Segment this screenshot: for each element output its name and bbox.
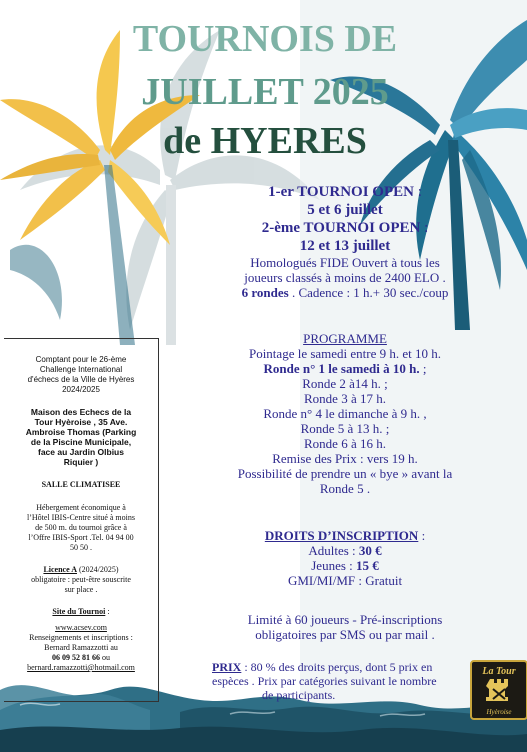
droits-heading bbox=[210, 528, 480, 543]
programme-round-3: Ronde 3 à 17 h. bbox=[304, 391, 386, 406]
prix-label: PRIX bbox=[212, 660, 242, 674]
sidebar-licence-2: obligatoire : peut-être souscrite bbox=[31, 575, 131, 584]
intro-line-1: Homologués FIDE Ouvert à tous les bbox=[250, 255, 440, 270]
sidebar-phone: 06 09 52 81 66 bbox=[52, 653, 100, 662]
open1-suffix: : bbox=[413, 184, 422, 200]
intro-line-3 bbox=[210, 285, 480, 300]
rook-icon bbox=[484, 677, 514, 703]
sidebar-licence-year: (2024/2025) bbox=[76, 565, 119, 574]
droits-adultes-label: Adultes : bbox=[308, 543, 359, 558]
programme-round-2: Ronde 2 à14 h. ; bbox=[302, 376, 388, 391]
sidebar-contact-2: Bernard Ramazzotti au bbox=[44, 643, 118, 652]
site-url-link[interactable]: www.acsev.com bbox=[55, 623, 107, 632]
sidebar-hotel-1: Hébergement économique à bbox=[36, 503, 126, 512]
droits-block bbox=[210, 528, 480, 588]
limite-line-2: obligatoires par SMS ou par mail . bbox=[255, 627, 435, 642]
droits-gmi: GMI/MI/MF : Gratuit bbox=[287, 573, 403, 588]
programme-block bbox=[210, 331, 480, 496]
prix-line-1 bbox=[212, 660, 462, 674]
logo-top-text: La Tour bbox=[482, 666, 516, 677]
open1-name: TOURNOI OPEN bbox=[297, 184, 414, 200]
sidebar-venue-4: de la Piscine Municipale, bbox=[30, 437, 132, 447]
programme-pointage: Pointage le samedi entre 9 h. et 10 h. bbox=[248, 346, 442, 361]
open2-heading bbox=[210, 219, 480, 237]
title-line-2: JUILLET 2025 bbox=[141, 71, 389, 113]
programme-round-1-text: Ronde n° 1 le samedi à 10 h. bbox=[263, 361, 420, 376]
prix-line-2: espèces . Prix par catégories suivant le nombre bbox=[212, 674, 437, 688]
sidebar-challenge-1: Comptant pour le 26-ème bbox=[35, 355, 127, 364]
programme-prize-ceremony: Remise des Prix : vers 19 h. bbox=[272, 451, 418, 466]
limite-block bbox=[210, 612, 480, 642]
email-link[interactable]: bernard.ramazzotti@hotmail.com bbox=[27, 663, 135, 672]
sidebar-venue-1: Maison des Echecs de la bbox=[30, 407, 132, 417]
title-line-1: TOURNOIS DE bbox=[132, 18, 398, 60]
sidebar-phone-tail: ou bbox=[100, 653, 110, 662]
open2-prefix: 2-ème bbox=[261, 220, 304, 236]
sidebar-challenge bbox=[4, 355, 158, 395]
programme-round-4: Ronde n° 4 le dimanche à 9 h. , bbox=[263, 406, 427, 421]
sidebar-licence-1 bbox=[4, 565, 158, 575]
open2-dates: 12 et 13 juillet bbox=[299, 238, 391, 254]
droits-adultes bbox=[210, 543, 480, 558]
droits-jeunes-value: 15 € bbox=[356, 558, 379, 573]
sidebar-hotel-5: 50 50 . bbox=[70, 543, 92, 552]
droits-heading-tail: : bbox=[418, 528, 426, 543]
sidebar-licence bbox=[4, 565, 158, 595]
programme-round-5: Ronde 5 à 13 h. ; bbox=[300, 421, 390, 436]
sidebar-phone-line bbox=[4, 653, 158, 663]
open1-block bbox=[210, 183, 480, 300]
sidebar-hotel-4: l’Offre IBIS-Sport .Tel. 04 94 00 bbox=[28, 533, 134, 542]
droits-adultes-value: 30 € bbox=[358, 543, 382, 558]
sidebar-info-box bbox=[4, 338, 159, 702]
sidebar-licence-label: Licence A bbox=[43, 565, 77, 574]
droits-heading-text: DROITS D’INSCRIPTION bbox=[264, 528, 419, 543]
sidebar-hotel-2: l’Hôtel IBIS-Centre situé à moins bbox=[27, 513, 135, 522]
programme-round-1 bbox=[210, 361, 480, 376]
prix-block bbox=[212, 660, 462, 702]
programme-round-6: Ronde 6 à 16 h. bbox=[304, 436, 386, 451]
droits-jeunes bbox=[210, 558, 480, 573]
logo-bottom-text: Hyèroise bbox=[486, 708, 512, 716]
sidebar-challenge-4: 2024/2025 bbox=[62, 385, 100, 394]
sidebar-hotel-3: de 500 m. du tournoi grâce à bbox=[35, 523, 127, 532]
sidebar-site-tail: : bbox=[105, 607, 110, 616]
open1-heading bbox=[210, 183, 480, 201]
sidebar-venue-3: Ambroise Thomas (Parking bbox=[25, 427, 137, 437]
club-logo bbox=[470, 660, 527, 720]
intro-rounds: 6 rondes bbox=[241, 285, 289, 300]
droits-jeunes-label: Jeunes : bbox=[311, 558, 357, 573]
programme-round-1-tail: ; bbox=[419, 361, 427, 376]
intro-cadence: . Cadence : 1 h.+ 30 sec./coup bbox=[288, 285, 449, 300]
sidebar-contact-1: Renseignements et inscriptions : bbox=[29, 633, 133, 642]
sidebar-venue-5: face au Jardin Olbius bbox=[38, 447, 124, 457]
sidebar-hotel bbox=[4, 503, 158, 553]
sidebar-site-heading bbox=[4, 607, 158, 617]
open1-dates: 5 et 6 juillet bbox=[307, 202, 383, 218]
sidebar-site bbox=[4, 607, 158, 673]
limite-line-1: Limité à 60 joueurs - Pré-inscriptions bbox=[247, 612, 443, 627]
sidebar-venue-2: Tour Hyèroise , 35 Ave. bbox=[34, 417, 128, 427]
sidebar-site-label: Site du Tournoi bbox=[52, 607, 106, 616]
title-line-3: de HYERES bbox=[163, 120, 367, 162]
programme-bye-line-1: Possibilité de prendre un « bye » avant la bbox=[237, 466, 453, 481]
prix-line-3: de participants. bbox=[262, 688, 336, 702]
sidebar-challenge-3: d'échecs de la Ville de Hyères bbox=[27, 375, 135, 384]
sidebar-venue bbox=[4, 407, 158, 467]
programme-bye-line-2: Ronde 5 . bbox=[319, 481, 371, 496]
open2-suffix: : bbox=[420, 220, 429, 236]
programme-heading: PROGRAMME bbox=[303, 331, 387, 346]
sidebar-challenge-2: Challenge International bbox=[39, 365, 123, 374]
prix-text-1: : 80 % des droits perçus, dont 5 prix en bbox=[241, 660, 433, 674]
open1-prefix: 1-er bbox=[268, 184, 298, 200]
sidebar-licence-3: sur place . bbox=[64, 585, 98, 594]
intro-line-2: joueurs classés à moins de 2400 ELO . bbox=[244, 270, 446, 285]
open2-name: TOURNOI OPEN bbox=[303, 220, 421, 236]
sidebar-salle: SALLE CLIMATISEE bbox=[41, 480, 121, 489]
sidebar-venue-6: Riquier ) bbox=[63, 457, 99, 467]
